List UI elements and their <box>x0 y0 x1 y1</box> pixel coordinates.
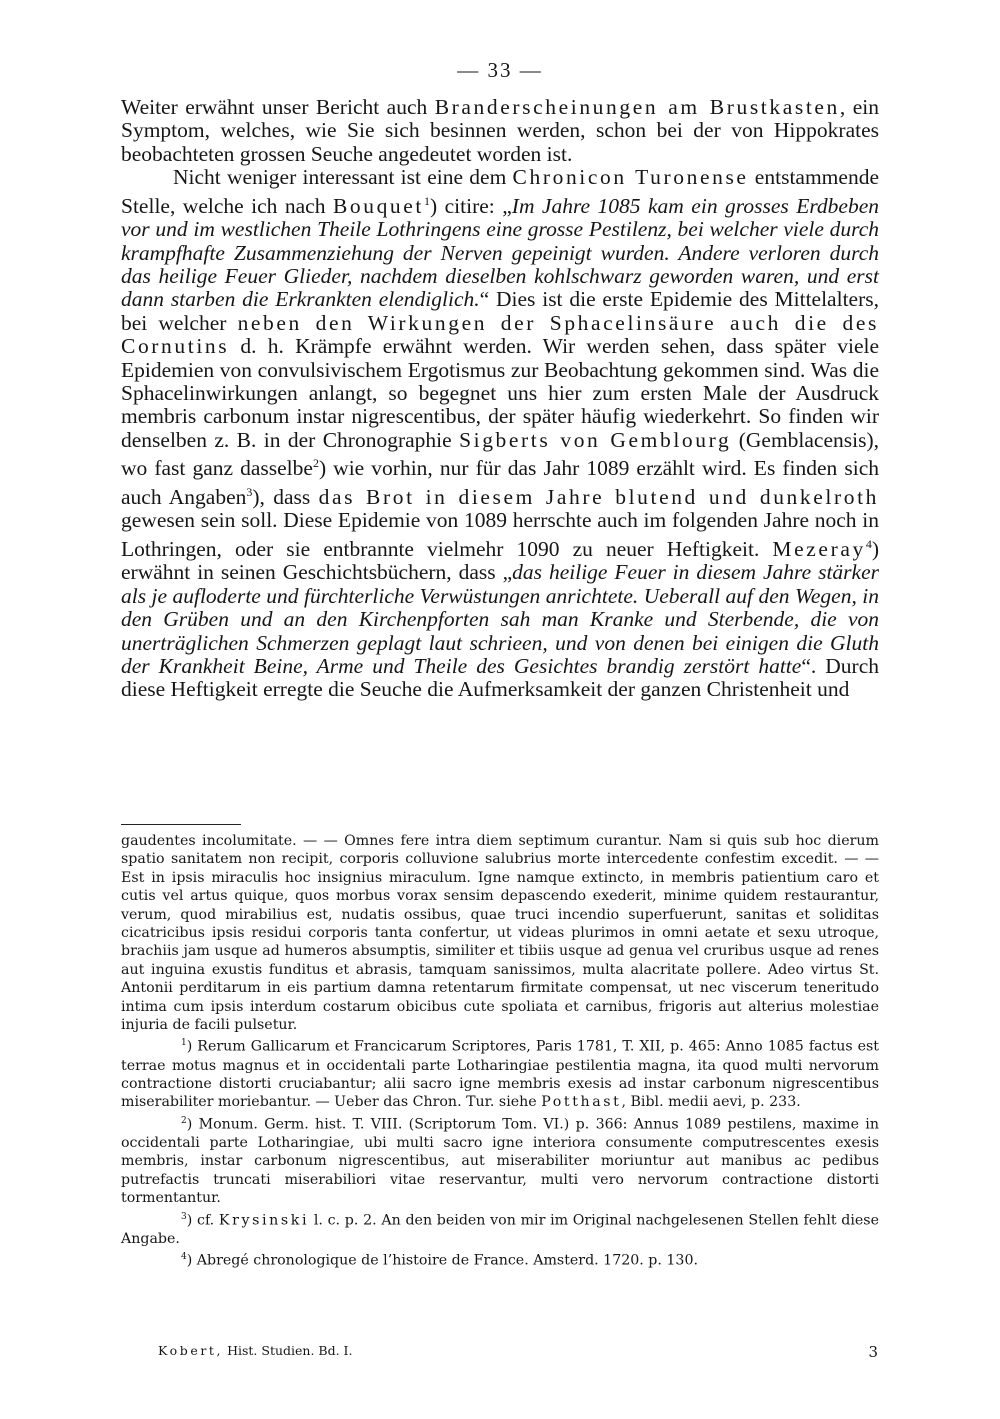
text-run: ) citire: „ <box>430 193 512 218</box>
footer-source <box>158 1343 352 1361</box>
text-run: ) Rerum Gallicarum et Francicarum Scriptores, Paris 1781, T. XII, p. 465: Anno 1085 factus est terrae motus magnus et in occidentali parte Lotharingiae pestilentia magna, ita quod multi nervorum contractione distorti cruciabantur; alii sacro igne membris exesis ad instar carbonum nigrescentibus miserabiliter moriebantur. — Ueber das Chron. Tur. siehe <box>121 1039 879 1111</box>
text-run: Nicht weniger interessant ist eine dem <box>173 165 513 190</box>
footnote-3 <box>121 1208 879 1249</box>
text-run: ) cf. <box>186 1212 219 1229</box>
text-run: d. h. Krämpfe erwähnt werden. Wir werden sehen, dass später viele Epidemien von convulsivischem Ergotismus zur Beobachtung gekommen sind. Was die Sphacelinwirkungen anlangt, so begegnet uns hier zum ersten Male der Ausdruck membris carbonum instar nigrescentibus, der später häufig wiederkehrt. So finden wir denselben z. B. in der Chronographie <box>121 334 879 452</box>
text-run: l. c. p. 2. An den beiden von mir im Original nachgelesenen Stellen fehlt diese Angabe. <box>121 1212 879 1247</box>
author-name: Mezeray <box>772 536 866 561</box>
spaced-emphasis: Chronicon Turonense <box>512 165 749 190</box>
footnote-ref[interactable]: 3 <box>246 484 253 499</box>
footer-author: Kobert, <box>158 1343 224 1358</box>
spaced-emphasis: neben den Wirkungen der Sphacelinsäure auch die des Cornutins <box>121 310 879 359</box>
paragraph-1 <box>121 96 879 166</box>
page-number: — 33 — <box>457 58 543 82</box>
footnote-4 <box>121 1248 879 1270</box>
footnote-ref[interactable]: 4 <box>865 536 872 551</box>
footer-title: Hist. Studien. Bd. I. <box>227 1343 353 1358</box>
footnote-2 <box>121 1112 879 1208</box>
text-run: gewesen sein soll. Diese Epidemie von 1089 herrschte auch im folgenden Jahre noch in Lothringen, oder sie entbrannte vielmehr 1090 zu neuer Heftigkeit. <box>121 508 879 561</box>
text-run: ) erwähnt in seinen Geschichtsbüchern, dass „ <box>121 536 879 585</box>
text-run: ) Abregé chronologique de l’histoire de France. Amsterd. 1720. p. 130. <box>186 1252 698 1269</box>
text-run: ) Monum. Germ. hist. T. VIII. (Scriptorum Tom. VI.) p. 366: Annus 1089 pestilens, maxime in occidentali parte Lotharingiae, ubi multi sacro igne interiora consumente computrescentes exesis membris, instar carbonum nigrescentibus, aut miserabiliter moriuntur aut manibus ac pedibus putrefactis truncati miserabiliori vitae reservantur, multi vero nervorum contractione distorti tormentantur. <box>121 1116 879 1207</box>
spaced-emphasis: Branderscheinungen am Brustkasten <box>434 95 840 119</box>
footnote-marker: 4 <box>181 1252 187 1263</box>
author-name: Potthast <box>541 1094 622 1111</box>
page-footer <box>158 1343 878 1361</box>
footnote-continuation: gaudentes incolumitate. — — Omnes fere intra diem septimum curantur. Nam si quis sub hoc dierum spatio sanitatem non recipit, corporis colluvione salubrius morte intercedente confestim excedit. — — Est in ipsis miraculis hoc insignius miraculum. Igne namque extincto, in membris patientium caro et cutis vel artus quique, quos morbus vorax sensim depascendo exederit, minime quidem restaurantur, verum, quod mirabilius est, nudatis ossibus, quae truci incendio superfuerunt, sanitas et soliditas cicatricibus ipsis residui corporis tanta confertur, ut videas plurimos in omni aetate et sexu utroque, brachiis jam usque ad humeros absumptis, similiter et tibiis usque ad genua vel cruribus usque ad renes aut inguina exustis funditus et abrasis, tamquam sanissimos, multa alacritate pollere. Adeo virtus St. Antonii perditarum in eis partium damna retentarum firmitate compensat, ut nec viscerum teneritudo intima cum ipsis interdum costarum obicibus cute spoliata et carnibus, frigoris aut alterius molestiae injuria de facili pulsetur. <box>121 833 879 1034</box>
text-run: ) wie vorhin, nur für das Jahr 1089 erzählt wird. Es finden sich auch Angaben <box>121 456 879 509</box>
text-run: (Gemblacensis), wo fast ganz dasselbe <box>121 427 880 481</box>
author-name: Krysinski <box>218 1212 310 1229</box>
signature-mark: 3 <box>868 1343 878 1361</box>
text-run: entstammende Stelle, welche ich nach <box>121 165 879 218</box>
main-text <box>121 96 879 702</box>
footnote-ref[interactable]: 1 <box>424 193 430 208</box>
footnote-divider <box>121 824 241 825</box>
text-run: “. Durch diese Heftigkeit erregte die Seuche die Aufmerksamkeit der ganzen Christenheit und <box>121 653 879 702</box>
text-run: , ein Symptom, welches, wie Sie sich besinnen werden, schon bei der von Hippokrates beobachteten grossen Seuche angedeutet worden ist. <box>121 95 879 166</box>
footnote-marker: 2 <box>181 1115 187 1126</box>
footnotes <box>121 832 879 1270</box>
author-name: Sigberts von Gemblourg <box>459 427 732 452</box>
text-run: Weiter erwähnt unser Bericht auch <box>121 95 435 119</box>
quotation: Im Jahre 1085 kam ein grosses Erdbeben vor und im westlichen Theile Lothringens eine grosse Pestilenz, bei welcher viele durch krampfhafte Zusammenziehung der Nerven gepeinigt wurden. Andere verloren durch das heilige Feuer Glieder, nachdem dieselben kohlschwarz geworden waren, und erst dann starben die Erkrankten elendiglich. <box>121 193 879 312</box>
author-name: Bouquet <box>332 193 424 218</box>
text-run: , Bibl. medii aevi, p. 233. <box>621 1094 801 1111</box>
text-run: ), dass <box>252 484 319 509</box>
paragraph-2 <box>121 166 879 702</box>
footnote-marker: 3 <box>181 1211 187 1222</box>
quotation: das heilige Feuer in diesem Jahre stärker als je aufloderte und fürchterliche Verwüstungen anrichtete. Ueberall auf den Wegen, in den Grüben und an den Kirchenpforten sah man Kranke und Sterbende, die von unerträglichen Schmerzen geplagt laut schrieen, und von denen bei einigen die Gluth der Krankheit Beine, Arme und Theile des Gesichtes brandig zerstört hatte <box>121 560 879 678</box>
text-run: “ Dies ist die erste Epidemie des Mittelalters, bei welcher <box>121 287 879 335</box>
footnote-1 <box>121 1034 879 1111</box>
footnote-ref[interactable]: 2 <box>312 456 319 471</box>
spaced-emphasis: das Brot in diesem Jahre blutend und dunkelroth <box>318 484 879 509</box>
footnote-marker: 1 <box>181 1038 187 1049</box>
